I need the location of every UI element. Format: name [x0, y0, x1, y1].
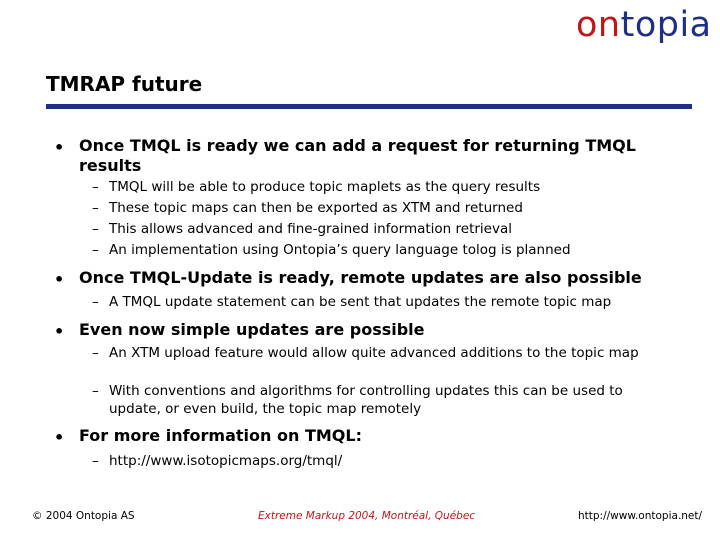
bullet-4-sub-1 [92, 452, 682, 470]
bullet-2-text: Once TMQL-Update is ready, remote updates are also possible [79, 268, 642, 287]
dash-marker: – [92, 242, 99, 258]
bullet-2-sub-1 [92, 293, 682, 311]
sub-text: An implementation using Ontopia’s query language tolog is planned [109, 242, 571, 258]
bullet-marker: • [54, 138, 65, 157]
sub-text: These topic maps can then be exported as XTM and returned [109, 200, 523, 216]
sub-text: A TMQL update statement can be sent that updates the remote topic map [109, 294, 612, 310]
bullet-1-sub-1 [92, 178, 682, 196]
logo-on: on [576, 5, 621, 45]
bullet-1-sub-2 [92, 199, 682, 217]
logo-topia: topia [620, 5, 712, 45]
dash-marker: – [92, 383, 99, 399]
bullet-4-text: For more information on TMQL: [79, 426, 362, 445]
bullet-marker: • [54, 322, 65, 341]
bullet-marker: • [54, 270, 65, 289]
footer-copyright: © 2004 Ontopia AS [32, 510, 135, 522]
dash-marker: – [92, 221, 99, 237]
title-divider [46, 104, 692, 109]
footer-url-link[interactable]: http://www.ontopia.net/ [578, 510, 703, 522]
dash-marker: – [92, 294, 99, 310]
sub-text: TMQL will be able to produce topic maplets as the query results [109, 179, 541, 195]
bullet-1-sub-4 [92, 241, 682, 259]
sub-text: http://www.isotopicmaps.org/tmql/ [109, 453, 343, 469]
ontopia-logo [576, 5, 712, 45]
bullet-1-text: Once TMQL is ready we can add a request for returning TMQL results [79, 136, 636, 175]
dash-marker: – [92, 200, 99, 216]
sub-text: This allows advanced and fine-grained information retrieval [109, 221, 512, 237]
bullet-3-sub-2 [92, 382, 677, 418]
sub-text: An XTM upload feature would allow quite advanced additions to the topic map [109, 345, 639, 361]
slide-title: TMRAP future [46, 72, 203, 96]
bullet-marker: • [54, 428, 65, 447]
bullet-3-text: Even now simple updates are possible [79, 320, 425, 339]
dash-marker: – [92, 179, 99, 195]
sub-text: With conventions and algorithms for controlling updates this can be used to update, or even build, the topic map remotely [109, 383, 623, 417]
dash-marker: – [92, 345, 99, 361]
dash-marker: – [92, 453, 99, 469]
bullet-3-sub-1 [92, 344, 652, 362]
footer-event: Extreme Markup 2004, Montréal, Québec [258, 510, 476, 522]
bullet-1-sub-3 [92, 220, 682, 238]
